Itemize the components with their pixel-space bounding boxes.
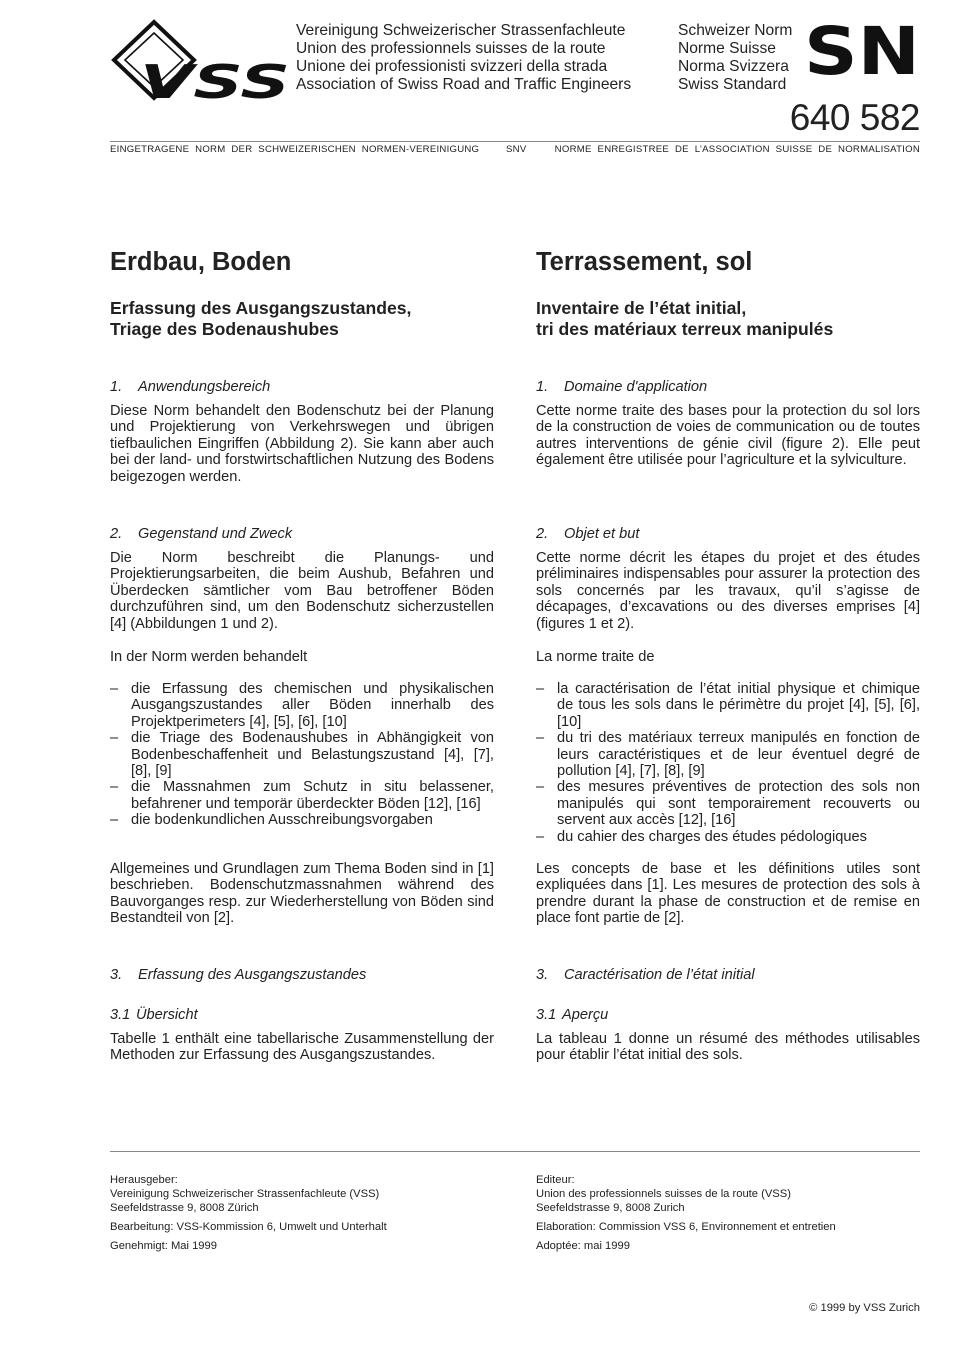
header-divider — [110, 141, 920, 142]
standard-label-it: Norma Svizzera — [678, 58, 789, 75]
section-2-heading-de — [110, 525, 292, 543]
standard-labels — [678, 22, 792, 94]
publisher-block-fr — [536, 1173, 920, 1215]
approval-note-de: Genehmigt: Mai 1999 — [110, 1240, 217, 1252]
section-title: Anwendungsbereich — [138, 379, 271, 395]
footer-divider — [110, 1151, 920, 1152]
org-name-fr: Union des professionnels suisses de la route — [296, 40, 606, 57]
section-number: 2. — [110, 526, 123, 542]
list-item: – die Erfassung des chemischen und physikalischen Ausgangszustandes aller Böden innerhalb des Projektperimeters [4], [5], [6], [10] — [110, 681, 494, 730]
section-3-1-text-de: Tabelle 1 enthält eine tabellarische Zusammenstellung der Methoden zur Erfassung des Ausgangszustandes. — [110, 1031, 494, 1064]
section-1-text-de: Diese Norm behandelt den Bodenschutz bei der Planung und Projektierung von Verkehrswegen und übrigen tiefbaulichen Eingriffen (Abbildung 2). Sie kann aber auch bei der land- und forstwirtschaftlichen Nutzung des Bodens beigezogen werden. — [110, 403, 494, 485]
publisher-name: Union des professionnels suisses de la route (VSS) — [536, 1188, 791, 1200]
section-2-closing-de: Allgemeines und Grundlagen zum Thema Boden sind in [1] beschrieben. Bodenschutzmassnahmen während des Bauvorganges resp. zur Wiederherstellung von Böden sind Bestandteil von [2]. — [110, 861, 494, 927]
list-item: – la caractérisation de l’état initial physique et chimique de tous les sols dans le périmètre du projet [4], [5], [6], [10] — [536, 681, 920, 730]
organization-names — [296, 22, 631, 94]
section-number: 3. — [110, 967, 123, 983]
list-item: – du cahier des charges des études pédologiques — [536, 829, 920, 845]
subtitle-de — [110, 298, 411, 340]
section-title: Domaine d'application — [564, 379, 708, 395]
section-1-text-fr: Cette norme traite des bases pour la protection du sol lors de la construction de voies de communication ou de toutes autres interventions de génie civil (figure 2). Elle peut également être utilisée pour l’agriculture et la sylviculture. — [536, 403, 920, 469]
list-item: – die Massnahmen zum Schutz in situ belassener, befahrener und temporär überdeckter Böden [12], [16] — [110, 779, 494, 812]
subtitle-fr-line: tri des matériaux terreux manipulés — [536, 319, 834, 339]
editor-note-de: Bearbeitung: VSS-Kommission 6, Umwelt und Unterhalt — [110, 1221, 387, 1233]
sn-logo — [804, 24, 920, 76]
subtitle-de-line: Triage des Bodenaushubes — [110, 319, 339, 339]
sn-logo-lettering: SN — [804, 24, 920, 76]
registration-note-fr: NORME ENREGISTREE DE L’ASSOCIATION SUISSE DE NORMALISATION — [554, 144, 920, 155]
list-item: – die Triage des Bodenaushubes in Abhängigkeit von Bodenbeschaffenheit und Belastungszustand [4], [7], [8], [9] — [110, 730, 494, 779]
vss-logo — [110, 18, 290, 102]
section-2-text-de: Die Norm beschreibt die Planungs- und Projektierungsarbeiten, die beim Aushub, Befahren und Überdecken sämtlicher vom Bau betroffener Böden durchzuführen sind, um den Bodenschutz sicherzustellen [4] (Abbildungen 1 und 2). — [110, 550, 494, 632]
publisher-block-de — [110, 1173, 494, 1215]
org-name-en: Association of Swiss Road and Traffic Engineers — [296, 76, 632, 93]
section-title: Erfassung des Ausgangszustandes — [138, 967, 367, 983]
publisher-name: Vereinigung Schweizerischer Strassenfachleute (VSS) — [110, 1188, 380, 1200]
approval-note-fr: Adoptée: mai 1999 — [536, 1240, 630, 1252]
section-title: Objet et but — [564, 526, 640, 542]
scope-list-fr — [536, 681, 920, 845]
section-3-heading-de — [110, 966, 366, 984]
section-number: 3. — [536, 967, 549, 983]
publisher-address: Seefeldstrasse 9, 8008 Zürich — [110, 1202, 259, 1214]
section-title: Caractérisation de l’état initial — [564, 967, 755, 983]
list-item: – du tri des matériaux terreux manipulés en fonction de leurs caractéristiques et de leur éventuel degré de pollution [4], [7], [8], [9] — [536, 730, 920, 779]
section-title: Aperçu — [562, 1007, 609, 1023]
standard-label-fr: Norme Suisse — [678, 40, 776, 57]
section-number: 1. — [110, 379, 123, 395]
section-title: Übersicht — [136, 1007, 198, 1023]
org-name-de: Vereinigung Schweizerischer Strassenfachleute — [296, 22, 626, 39]
subtitle-fr-line: Inventaire de l’état initial, — [536, 298, 747, 318]
org-name-it: Unione dei professionisti svizzeri della strada — [296, 58, 608, 75]
section-2-intro-fr: La norme traite de — [536, 649, 655, 665]
title-fr: Terrassement, sol — [536, 248, 753, 276]
copyright-note: © 1999 by VSS Zurich — [809, 1302, 920, 1314]
list-item: – des mesures préventives de protection des sols non manipulés qui sont temporairement recouverts ou servent aux accès [12], [16] — [536, 779, 920, 828]
section-1-heading-de — [110, 378, 270, 396]
subtitle-fr — [536, 298, 833, 340]
section-number: 1. — [536, 379, 549, 395]
publisher-label: Herausgeber: — [110, 1174, 178, 1186]
section-2-heading-fr — [536, 525, 639, 543]
editor-note-fr: Elaboration: Commission VSS 6, Environnement et entretien — [536, 1221, 836, 1233]
title-de: Erdbau, Boden — [110, 248, 292, 276]
vss-logo-lettering: VSS — [140, 55, 290, 102]
section-number: 3.1 — [536, 1007, 557, 1023]
section-3-1-text-fr: La tableau 1 donne un résumé des méthodes utilisables pour établir l’état initial des sols. — [536, 1031, 920, 1064]
section-2-text-fr: Cette norme décrit les étapes du projet et des études préliminaires indispensables pour assurer la protection des sols concernés par les travaux, qu’il s’agisse de décapages, d’excavations ou des diverses emprises [4] (figures 1 et 2). — [536, 550, 920, 632]
publisher-label: Editeur: — [536, 1174, 575, 1186]
section-number: 2. — [536, 526, 549, 542]
scope-list-de — [110, 681, 494, 829]
publisher-address: Seefeldstrasse 9, 8008 Zurich — [536, 1202, 685, 1214]
standard-label-en: Swiss Standard — [678, 76, 787, 93]
norm-number: 640 582 — [789, 97, 920, 138]
section-number: 3.1 — [110, 1007, 131, 1023]
publisher-info-fr — [536, 1173, 920, 1258]
section-1-heading-fr — [536, 378, 707, 396]
section-2-intro-de: In der Norm werden behandelt — [110, 649, 308, 665]
section-title: Gegenstand und Zweck — [138, 526, 293, 542]
section-3-1-heading-fr — [536, 1006, 608, 1024]
registration-note-snv: SNV — [506, 144, 527, 155]
registration-note-de: EINGETRAGENE NORM DER SCHWEIZERISCHEN NORMEN-VEREINIGUNG — [110, 144, 480, 155]
list-item: – die bodenkundlichen Ausschreibungsvorgaben — [110, 812, 494, 828]
section-2-closing-fr: Les concepts de base et les définitions utiles sont expliquées dans [1]. Les mesures de protection des sols à prendre durant la phase de construction et de remise en place font partie de [2]. — [536, 861, 920, 927]
section-3-heading-fr — [536, 966, 755, 984]
subtitle-de-line: Erfassung des Ausgangszustandes, — [110, 298, 412, 318]
publisher-info-de — [110, 1173, 494, 1258]
section-3-1-heading-de — [110, 1006, 198, 1024]
standard-label-de: Schweizer Norm — [678, 22, 793, 39]
